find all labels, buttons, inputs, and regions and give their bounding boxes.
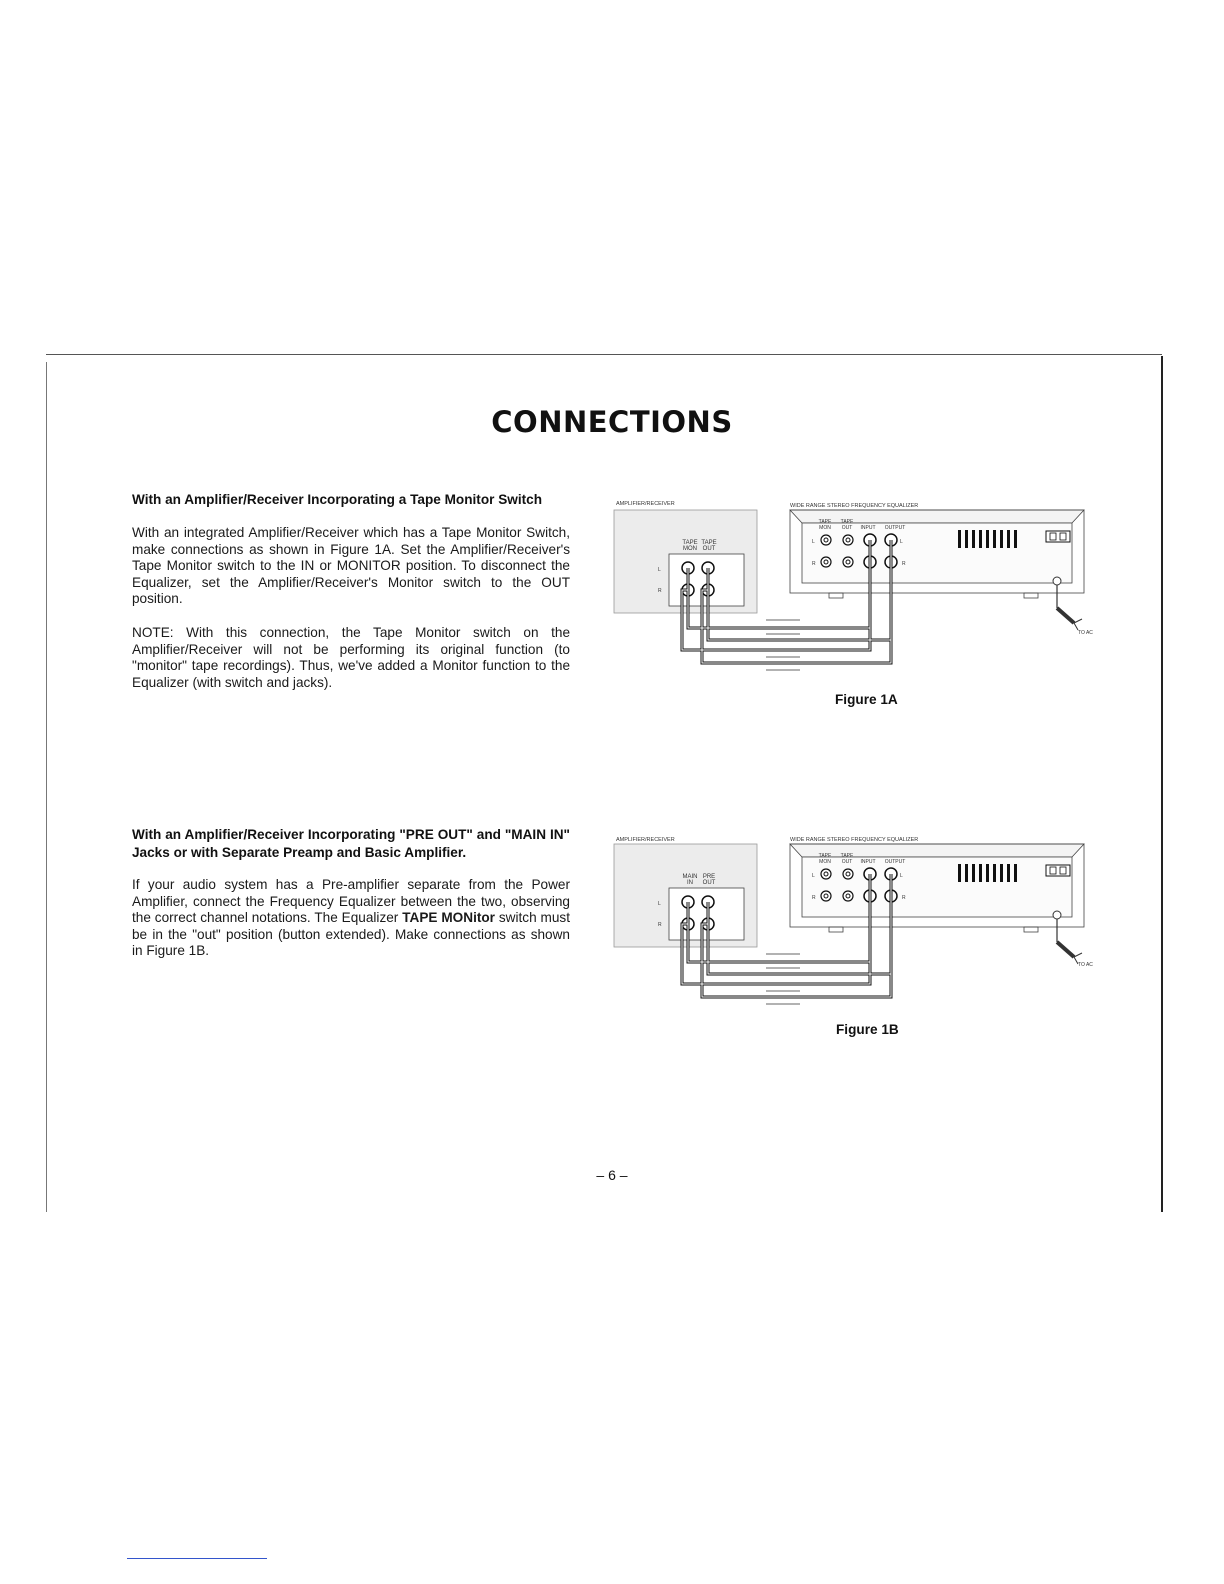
eq-output-label: OUTPUT (884, 525, 906, 531)
eq-mon-label: MON (819, 525, 831, 531)
equalizer-heatsink-fins (958, 530, 1017, 548)
eq-left-channel-label: L (812, 873, 815, 879)
amplifier-label: AMPLIFIER/RECEIVER (616, 501, 675, 507)
equalizer-label: WIDE RANGE STEREO FREQUENCY EQUALIZER (790, 503, 919, 509)
to-ac-label: TO AC (1078, 962, 1093, 968)
figure-1a-caption: Figure 1A (835, 692, 898, 707)
amp-jack-1-top-label: MAIN (682, 874, 698, 880)
eq-right-channel-label: R (812, 561, 816, 567)
page-number: – 6 – (596, 1167, 628, 1183)
section-1a-paragraph-1: With an integrated Amplifier/Receiver which has a Tape Monitor Switch, make connections as shown in Figure 1A. Set the Amplifier/Receiver's Tape Monitor switch to the IN or MONITOR position. To disconnect the Equalizer, set the Amplifier/Receiver's Monitor switch to the OUT position. (132, 525, 570, 606)
amp-left-channel-label: L (658, 901, 661, 907)
amp-jack-2-top-label: PRE (702, 874, 716, 880)
amp-jack-2-bottom-label: OUT (702, 546, 716, 552)
section-1a-heading: With an Amplifier/Receiver Incorporating a Tape Monitor Switch (132, 492, 543, 507)
eq-tape-label-1: TAPE (818, 853, 832, 859)
amp-left-channel-label: L (658, 567, 661, 573)
amp-jack-1-top-label: TAPE (682, 540, 698, 546)
eq-output-left-label: L (900, 539, 903, 545)
amp-right-channel-label: R (658, 922, 662, 928)
amp-jack-2-bottom-label: OUT (702, 880, 716, 886)
ac-power-cord (1053, 911, 1082, 964)
equalizer-heatsink-fins (958, 864, 1017, 882)
page-title: CONNECTIONS (491, 405, 733, 439)
section-1b-paragraph-start: If your audio system has a Pre-amplifier separate from the Power Amplifier, connect the Frequency Equalizer between the two, observing the correct channel notations. The Equalizer (132, 877, 570, 925)
section-1b-paragraph-end: switch must be in the "out" position (button extended). Make connections as shown in Figure 1B. (132, 910, 570, 958)
eq-input-label: INPUT (860, 525, 876, 531)
eq-out-label: OUT (841, 859, 853, 865)
ac-power-cord (1053, 577, 1082, 630)
eq-tape-label-2: TAPE (840, 853, 854, 859)
eq-tape-label-2: TAPE (840, 519, 854, 525)
amp-jack-2-top-label: TAPE (701, 540, 717, 546)
amp-jack-1-bottom-label: IN (687, 880, 693, 886)
footer-rule (127, 1558, 267, 1559)
eq-output-label: OUTPUT (884, 859, 906, 865)
eq-output-left-label: L (900, 873, 903, 879)
figure-1b-diagram (612, 832, 1102, 1017)
eq-right-channel-label: R (812, 895, 816, 901)
eq-output-right-label: R (902, 895, 906, 901)
ac-outlet (1046, 865, 1070, 876)
eq-out-label: OUT (841, 525, 853, 531)
page-frame-right (1161, 356, 1163, 1212)
amp-jack-1-bottom-label: MON (683, 546, 697, 552)
eq-mon-label: MON (819, 859, 831, 865)
to-ac-label: TO AC (1078, 630, 1093, 636)
equalizer-label: WIDE RANGE STEREO FREQUENCY EQUALIZER (790, 837, 919, 843)
amplifier-label: AMPLIFIER/RECEIVER (616, 837, 675, 843)
ac-outlet (1046, 531, 1070, 542)
section-1b-heading: With an Amplifier/Receiver Incorporating "PRE OUT" and "MAIN IN" Jacks or with Separate Preamp and Basic Amplifier. (132, 827, 570, 860)
section-1b-paragraph-bold: TAPE MONitor (402, 910, 495, 925)
page-frame-top (46, 354, 1162, 355)
eq-left-channel-label: L (812, 539, 815, 545)
amp-right-channel-label: R (658, 588, 662, 594)
eq-tape-label-1: TAPE (818, 519, 832, 525)
section-1a-note: NOTE: With this connection, the Tape Monitor switch on the Amplifier/Receiver will not be performing its original function (to "monitor" tape recordings). Thus, we've added a Monitor function to the Equalizer (with switch and jacks). (132, 625, 570, 690)
figure-1b-caption: Figure 1B (836, 1022, 899, 1037)
eq-input-label: INPUT (860, 859, 876, 865)
figure-1a-diagram (612, 498, 1102, 683)
page-frame-left (46, 362, 47, 1212)
eq-output-right-label: R (902, 561, 906, 567)
section-1b-paragraph (132, 877, 570, 960)
